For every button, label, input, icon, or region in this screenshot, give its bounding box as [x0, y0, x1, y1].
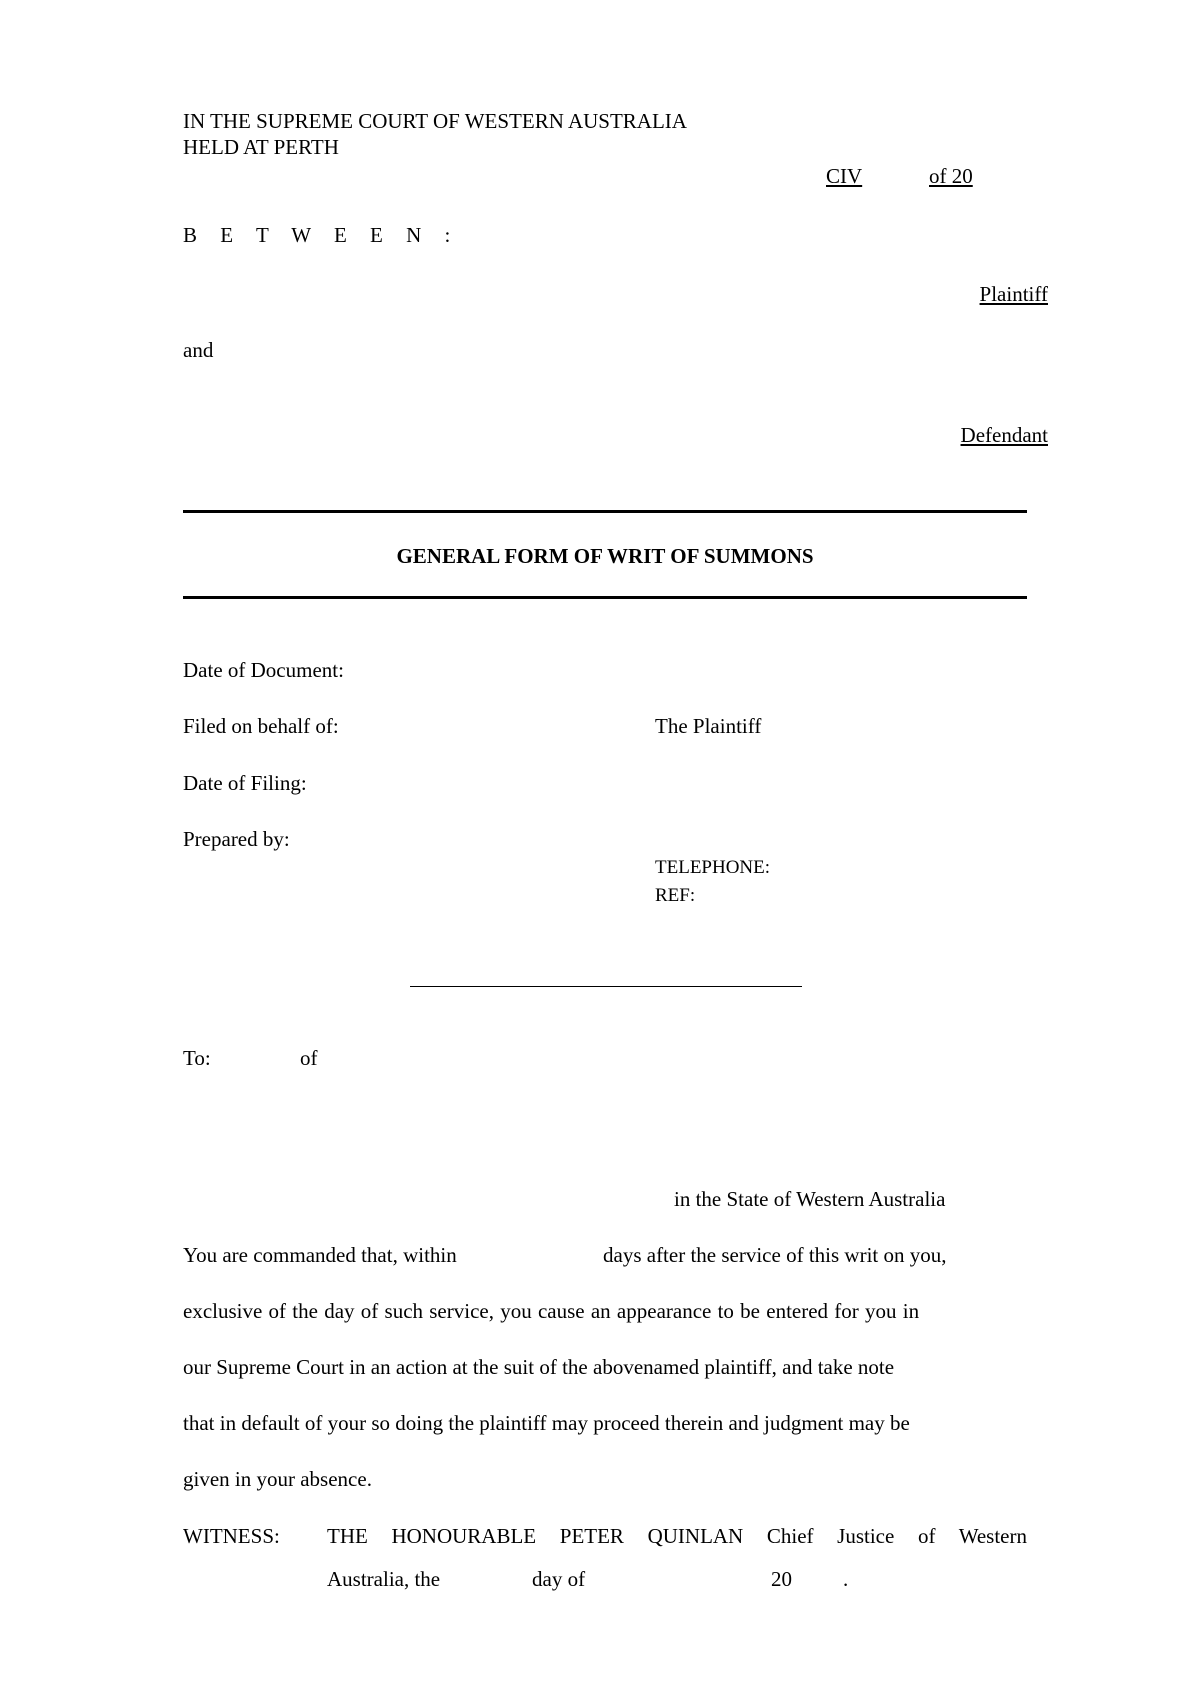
civ-year-label — [929, 163, 999, 189]
witness-label: WITNESS: — [183, 1524, 280, 1548]
title-rule-top — [183, 510, 1027, 513]
witness-year: 20 — [771, 1567, 792, 1591]
prepared-by-label: Prepared by: — [183, 827, 290, 851]
of-label: of — [300, 1046, 318, 1070]
plaintiff-label: Plaintiff — [979, 282, 1048, 306]
witness-period: . — [843, 1567, 849, 1591]
date-of-document-label: Date of Document: — [183, 658, 344, 682]
date-of-filing-label: Date of Filing: — [183, 771, 307, 795]
command-line-1b: days after the service of this writ on you, — [603, 1243, 947, 1267]
command-line-5: given in your absence. — [183, 1467, 372, 1491]
to-label: To: — [183, 1046, 211, 1070]
command-line-1a: You are commanded that, within — [183, 1243, 457, 1267]
witness-day-of: day of — [532, 1567, 586, 1591]
and-label: and — [183, 338, 214, 362]
command-line-3: our Supreme Court in an action at the suit of the abovenamed plaintiff, and take note — [183, 1355, 895, 1379]
document-title: GENERAL FORM OF WRIT OF SUMMONS — [396, 544, 814, 568]
defendant-label: Defendant — [960, 423, 1048, 447]
details-separator — [410, 986, 802, 987]
witness-line-1: THE HONOURABLE PETER QUINLAN Chief Justice of Western — [327, 1524, 1027, 1548]
command-paragraph — [183, 1242, 1027, 1522]
ref-label: REF: — [655, 885, 696, 906]
telephone-label: TELEPHONE: — [655, 857, 771, 878]
command-line-4: that in default of your so doing the plaintiff may proceed therein and judgment may be — [183, 1411, 910, 1435]
between-label: B E T W E E N : — [183, 223, 460, 247]
court-name: IN THE SUPREME COURT OF WESTERN AUSTRALIA — [183, 109, 687, 133]
civ-label: CIV — [826, 164, 863, 188]
filed-on-behalf-label: Filed on behalf of: — [183, 714, 339, 738]
civ-year-text: of 20 — [929, 164, 973, 188]
title-rule-bottom — [183, 596, 1027, 599]
court-venue: HELD AT PERTH — [183, 135, 339, 159]
command-line-2: exclusive of the day of such service, you cause an appearance to be entered for you in — [183, 1299, 920, 1323]
witness-australia-the: Australia, the — [327, 1567, 441, 1591]
command-line-1 — [183, 1242, 1027, 1298]
filed-on-behalf-value: The Plaintiff — [655, 714, 762, 738]
state-line: in the State of Western Australia — [674, 1187, 946, 1211]
